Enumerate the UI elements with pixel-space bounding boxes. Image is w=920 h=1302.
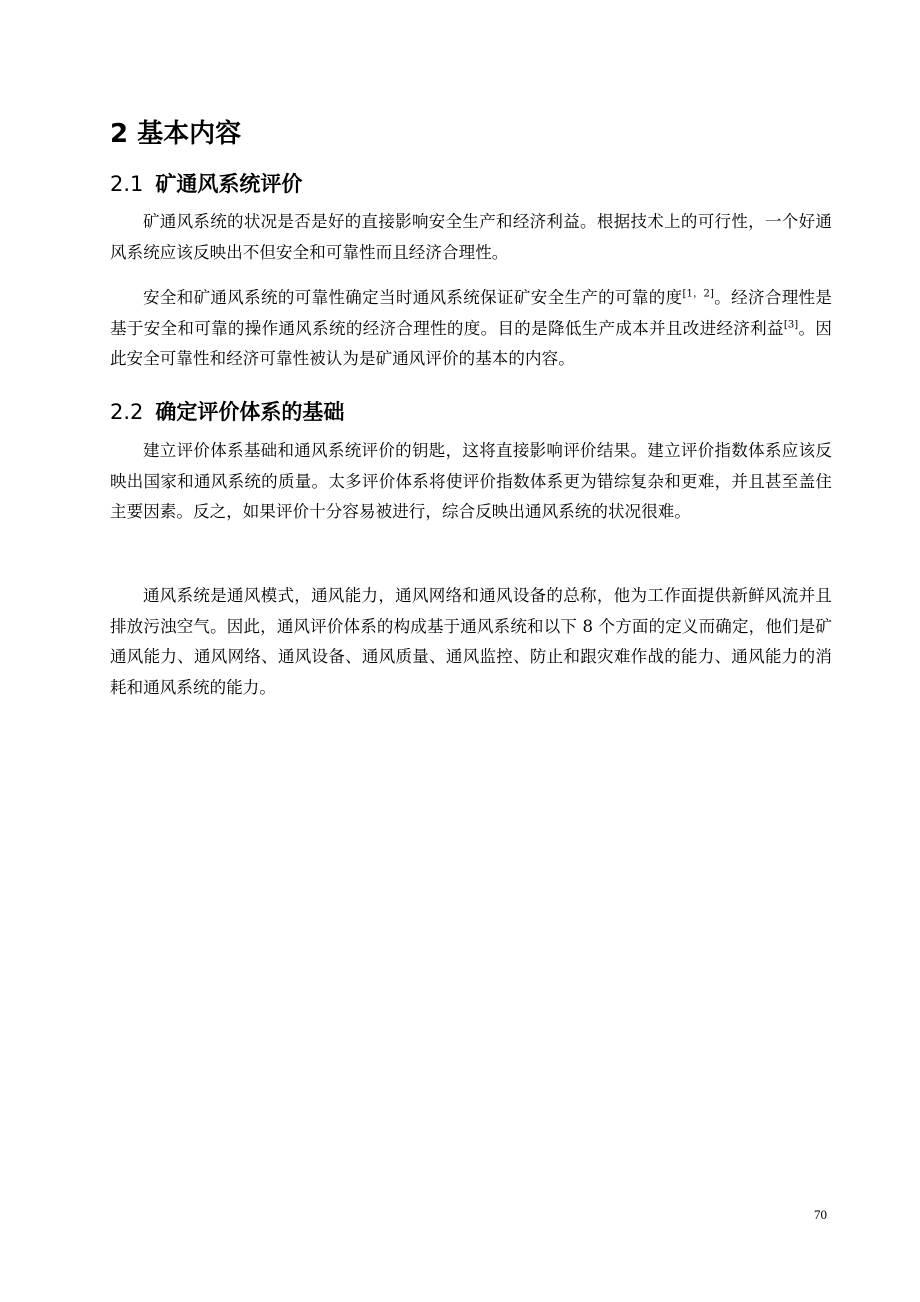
section-heading: 2 基本内容 [110,119,242,149]
subsection-number: 2.1 [110,172,144,196]
subsection-title: 确定评价体系的基础 [155,400,345,424]
paragraph-text: 。因此安全可靠性和经济可靠性被认为是矿通风评价的基本的内容。 [110,318,833,368]
subsection-title: 矿通风系统评价 [155,172,303,196]
subsection-number: 2.2 [110,400,144,424]
subsection-heading-2-1 [110,167,302,201]
citation-marker: [3] [783,319,799,330]
paragraph: 建立评价体系基础和通风系统评价的钥匙，这将直接影响评价结果。建立评价指数体系应该反映出国家和通风系统的质量。太多评价体系将使评价指数体系更为错综复杂和更难，并且甚至盖住主要因素。反之，如果评价十分容易被进行，综合反映出通风系统的状况很难。 [110,441,832,521]
paragraph: 通风系统是通风模式，通风能力，通风网络和通风设备的总称，他为工作面提供新鲜风流并且排放污浊空气。因此，通风评价体系的构成基于通风系统和以下 8 个方面的定义而确定，他们是矿通风能力、通风网络、通风设备、通风质量、通风监控、防止和跟灾难作战的能力、通风能力的消耗和通风系统的能力。 [110,586,832,697]
page-number: 70 [814,1207,827,1222]
paragraph-text: 安全和矿通风系统的可靠性确定当时通风系统保证矿安全生产的可靠的度 [143,288,683,307]
paragraph [110,283,832,375]
subsection-heading-2-2 [110,395,344,429]
citation-marker: [1，2] [682,288,714,300]
paragraph: 矿通风系统的状况是否是好的直接影响安全生产和经济利益。根据技术上的可行性，一个好通风系统应该反映出不但安全和可靠性而且经济合理性。 [110,212,832,262]
paragraph-text: 。经济合理性是基于安全和可靠的操作通风系统的经济合理性的度。目的是降低生产成本并且改进经济利益 [110,288,833,338]
